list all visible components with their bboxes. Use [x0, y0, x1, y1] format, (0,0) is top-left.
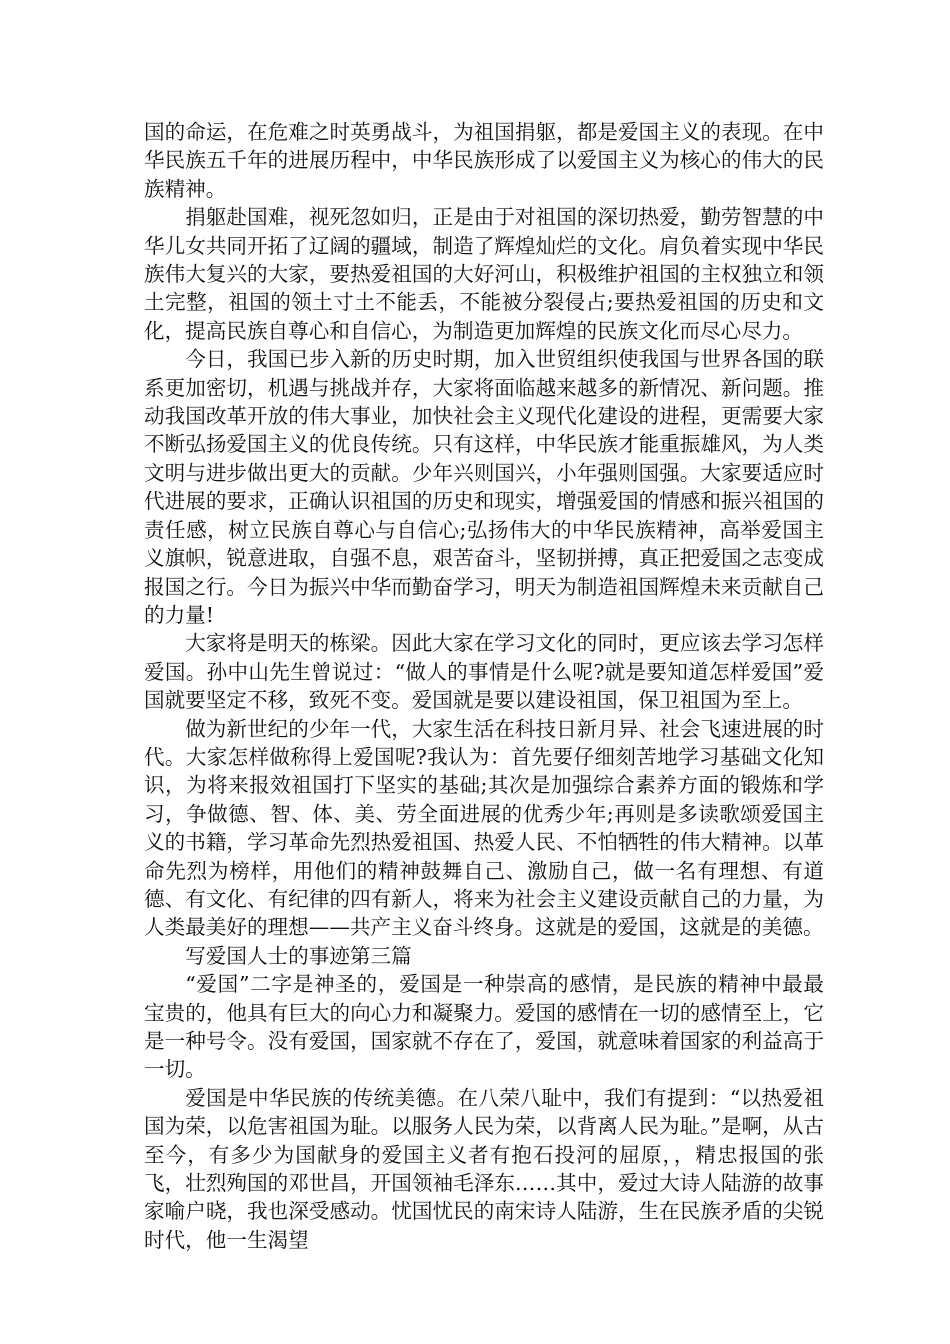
paragraph: 今日，我国已步入新的历史时期，加入世贸组织使我国与世界各国的联系更加密切，机遇与挑战并存，大家将面临越来越多的新情况、新问题。推动我国改革开放的伟大事业，加快社会主义现代化建设的进程，更需要大家不断弘扬爱国主义的优良传统。只有这样，中华民族才能重振雄风，为人类文明与进步做出更大的贡献。少年兴则国兴，小年强则国强。大家要适应时代进展的要求，正确认识祖国的历史和现实，增强爱国的情感和振兴祖国的责任感，树立民族自尊心与自信心;弘扬伟大的中华民族精神，高举爱国主义旗帜，锐意进取，自强不息，艰苦奋斗，坚韧拼搏，真正把爱国之志变成报国之行。今日为振兴中华而勤奋学习，明天为制造祖国辉煌未来贡献自己的力量!: [144, 347, 824, 627]
paragraph: 大家将是明天的栋梁。因此大家在学习文化的同时，更应该去学习怎样爱国。孙中山先生曾说过：“做人的事情是什么呢?就是要知道怎样爱国”爱国就要坚定不移，致死不变。爱国就是要以建设祖国，保卫祖国为至上。: [144, 631, 824, 713]
paragraph-continued: 国的命运，在危难之时英勇战斗，为祖国捐躯，都是爱国主义的表现。在中华民族五千年的进展历程中，中华民族形成了以爱国主义为核心的伟大的民族精神。: [144, 120, 824, 201]
document-page: [144, 118, 824, 1254]
paragraph: “爱国”二字是神圣的，爱国是一种崇高的感情，是民族的精神中最最宝贵的，他具有巨大的向心力和凝聚力。爱国的感情在一切的感情至上，它是一种号令。没有爱国，国家就不存在了，爱国，就意味着国家的利益高于一切。: [144, 972, 824, 1082]
section-heading: 写爱国人士的事迹第三篇: [185, 943, 412, 968]
paragraph: 捐躯赴国难，视死忽如归，正是由于对祖国的深切热爱，勤劳智慧的中华儿女共同开拓了辽阔的疆域，制造了辉煌灿烂的文化。肩负着实现中华民族伟大复兴的大家，要热爱祖国的大好河山，积极维护祖国的主权独立和领土完整，祖国的领土寸土不能丢，不能被分裂侵占;要热爱祖国的历史和文化，提高民族自尊心和自信心，为制造更加辉煌的民族文化而尽心尽力。: [144, 205, 824, 343]
paragraph: 爱国是中华民族的传统美德。在八荣八耻中，我们有提到：“以热爱祖国为荣，以危害祖国为耻。以服务人民为荣，以背离人民为耻。”是啊，从古至今，有多少为国献身的爱国主义者有抱石投河的屈原，，精忠报国的张飞，壮烈殉国的邓世昌，开国领袖毛泽东……其中，爱过大诗人陆游的故事家喻户晓，我也深受感动。忧国忧民的南宋诗人陆游，生在民族矛盾的尖锐时代，他一生渴望: [144, 1085, 824, 1252]
paragraph: 做为新世纪的少年一代，大家生活在科技日新月异、社会飞速进展的时代。大家怎样做称得上爱国呢?我认为：首先要仔细刻苦地学习基础文化知识，为将来报效祖国打下坚实的基础;其次是加强综合素养方面的锻炼和学习，争做德、智、体、美、劳全面进展的优秀少年;再则是多读歌颂爱国主义的书籍，学习革命先烈热爱祖国、热爱人民、不怕牺牲的伟大精神。以革命先烈为榜样，用他们的精神鼓舞自己、激励自己，做一名有理想、有道德、有文化、有纪律的四有新人，将来为社会主义建设贡献自己的力量，为人类最美好的理想——共产主义奋斗终身。这就是的爱国，这就是的美德。: [144, 716, 824, 940]
